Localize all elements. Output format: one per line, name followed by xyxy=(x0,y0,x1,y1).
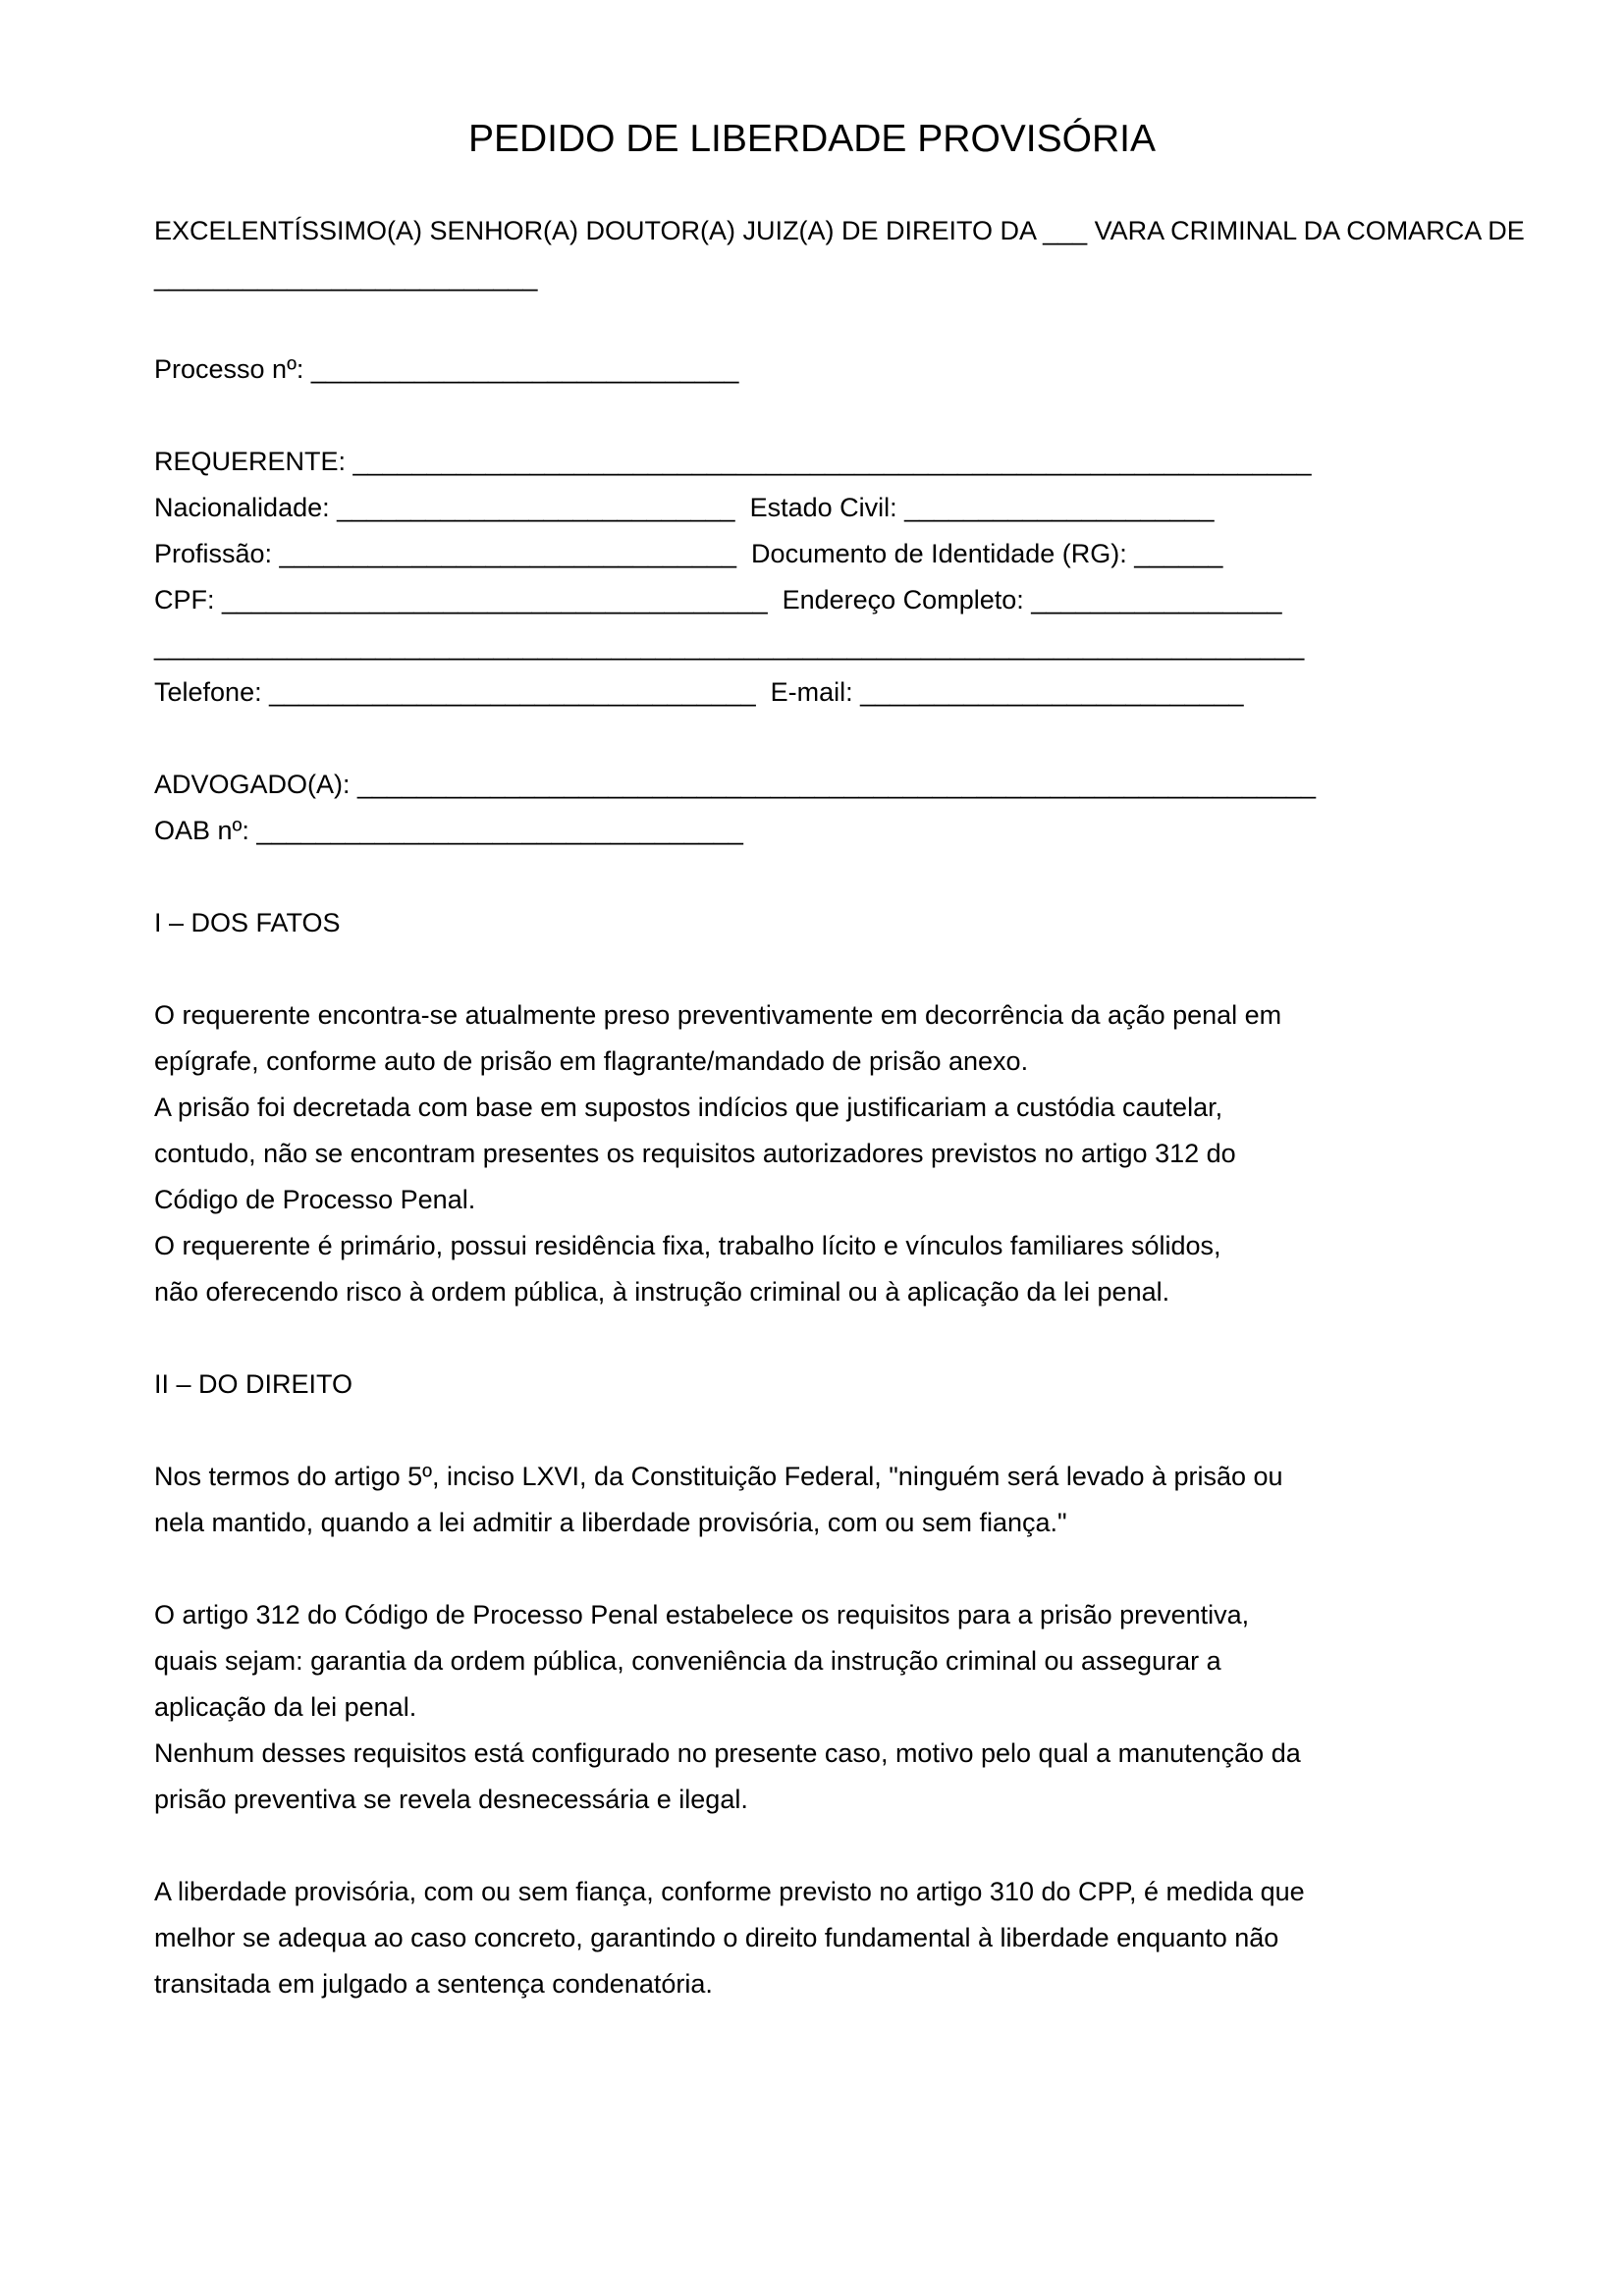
direito-text-line: quais sejam: garantia da ordem pública, conveniência da instrução criminal ou assegurar a xyxy=(154,1646,1221,1676)
direito-text-line: Nenhum desses requisitos está configurado no presente caso, motivo pelo qual a manutenção da xyxy=(154,1738,1301,1768)
direito-text-line: O artigo 312 do Código de Processo Penal estabelece os requisitos para a prisão preventiva, xyxy=(154,1600,1250,1629)
document-title: PEDIDO DE LIBERDADE PROVISÓRIA xyxy=(467,118,1156,160)
direito-text-line: prisão preventiva se revela desnecessária e ilegal. xyxy=(154,1785,748,1814)
fatos-text-line: A prisão foi decretada com base em supostos indícios que justificariam a custódia cautelar, xyxy=(154,1093,1223,1122)
addressing-line-1: EXCELENTÍSSIMO(A) SENHOR(A) DOUTOR(A) JUIZ(A) DE DIREITO DA ___ VARA CRIMINAL DA COMARCA DE xyxy=(154,216,1525,245)
direito-text-line: nela mantido, quando a lei admitir a liberdade provisória, com ou sem fiança." xyxy=(154,1508,1067,1537)
fatos-text-line: Código de Processo Penal. xyxy=(154,1185,476,1214)
fatos-text-line: contudo, não se encontram presentes os requisitos autorizadores previstos no artigo 312 do xyxy=(154,1139,1236,1168)
direito-text-line: transitada em julgado a sentença condenatória. xyxy=(154,1969,713,1999)
direito-text-line: A liberdade provisória, com ou sem fiança, conforme previsto no artigo 310 do CPP, é medida que xyxy=(154,1877,1305,1906)
fatos-text-line: epígrafe, conforme auto de prisão em flagrante/mandado de prisão anexo. xyxy=(154,1046,1029,1076)
field-profissao-rg: Profissão: _______________________________ Documento de Identidade (RG): ______ xyxy=(154,539,1223,568)
spacer xyxy=(154,854,1526,900)
field-endereco-continuacao: ______________________________________________________________________________ xyxy=(154,631,1305,661)
spacer xyxy=(154,300,1526,347)
spacer xyxy=(154,1546,1526,1592)
section-heading-direito: II – DO DIREITO xyxy=(154,1369,353,1399)
direito-text-line: aplicação da lei penal. xyxy=(154,1692,417,1722)
field-telefone-email: Telefone: _________________________________ E-mail: __________________________ xyxy=(154,677,1244,707)
field-advogado: ADVOGADO(A): _________________________________________________________________ xyxy=(154,770,1317,799)
field-requerente: REQUERENTE: _________________________________________________________________ xyxy=(154,447,1312,476)
spacer xyxy=(154,946,1526,992)
field-oab: OAB nº: _________________________________ xyxy=(154,816,743,845)
spacer xyxy=(154,1408,1526,1454)
addressing-blank-line: __________________________ xyxy=(154,262,538,292)
field-cpf-endereco: CPF: _____________________________________ Endereço Completo: _________________ xyxy=(154,585,1282,614)
field-nacionalidade-estado-civil: Nacionalidade: ___________________________ Estado Civil: _____________________ xyxy=(154,493,1215,522)
spacer xyxy=(154,1315,1526,1362)
direito-text-line: Nos termos do artigo 5º, inciso LXVI, da Constituição Federal, "ninguém será levado à prisão ou xyxy=(154,1462,1283,1491)
spacer xyxy=(154,1823,1526,1869)
fatos-text-line: O requerente encontra-se atualmente preso preventivamente em decorrência da ação penal em xyxy=(154,1000,1282,1030)
direito-text-line: melhor se adequa ao caso concreto, garantindo o direito fundamental à liberdade enquanto não xyxy=(154,1923,1279,1952)
field-processo: Processo nº: _____________________________ xyxy=(154,354,739,384)
spacer xyxy=(154,162,1526,208)
section-heading-fatos: I – DOS FATOS xyxy=(154,908,341,937)
fatos-text-line: não oferecendo risco à ordem pública, à instrução criminal ou à aplicação da lei penal. xyxy=(154,1277,1170,1307)
spacer xyxy=(154,716,1526,762)
fatos-text-line: O requerente é primário, possui residência fixa, trabalho lícito e vínculos familiares sólidos, xyxy=(154,1231,1221,1260)
spacer xyxy=(154,393,1526,439)
